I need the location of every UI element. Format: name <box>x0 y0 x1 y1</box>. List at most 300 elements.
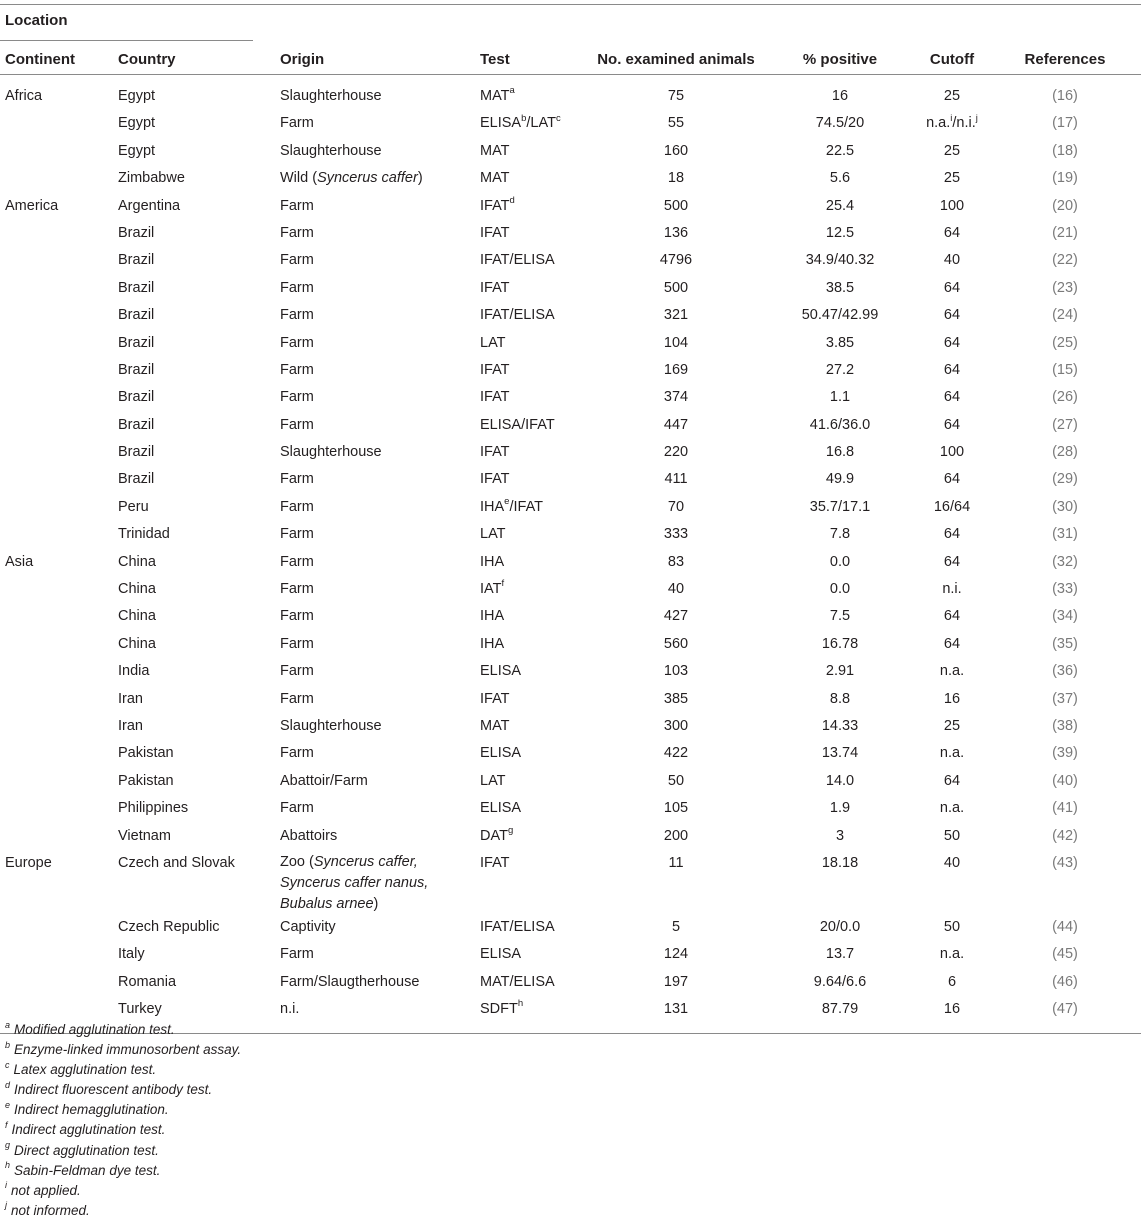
cell-test <box>475 604 587 631</box>
cell-cutoff <box>915 331 989 358</box>
table-row <box>0 248 1141 275</box>
cell-examined: 333 <box>663 526 689 543</box>
footnote-text: Indirect hemagglutination. <box>14 1102 169 1118</box>
cell-reference-link[interactable]: (36) <box>1052 663 1078 680</box>
test-name: MAT <box>480 142 510 159</box>
cell-positive: 16 <box>831 88 849 104</box>
cell-cutoff <box>915 194 989 221</box>
cell-cutoff <box>915 824 989 851</box>
cell-positive: 74.5/20 <box>815 115 865 132</box>
cell-cutoff <box>915 276 989 303</box>
cutoff-value: 64 <box>943 471 961 488</box>
test-name: IFAT <box>480 197 510 214</box>
cell-continent <box>0 331 113 358</box>
cell-continent <box>0 358 113 385</box>
cell-origin: Captivity <box>280 918 336 935</box>
cell-test <box>475 467 587 494</box>
cell-test <box>475 741 587 768</box>
cell-test <box>475 659 587 686</box>
cell-continent <box>0 495 113 522</box>
data-table <box>0 44 1141 1034</box>
cell-test <box>475 440 587 467</box>
cell-reference-link[interactable]: (35) <box>1052 635 1078 652</box>
cell-country: China <box>118 553 156 570</box>
table-row <box>0 824 1141 851</box>
test-footnote-mark: b <box>521 112 527 124</box>
cutoff-value: 25 <box>943 170 961 187</box>
cell-test <box>475 687 587 714</box>
table-row <box>0 659 1141 686</box>
origin-text: Wild ( <box>280 170 318 187</box>
cell-positive: 12.5 <box>825 224 855 241</box>
cell-reference-link[interactable]: (45) <box>1052 946 1078 963</box>
cell-test <box>475 714 587 741</box>
cutoff-value: 64 <box>943 553 961 570</box>
cell-examined: 55 <box>667 115 685 132</box>
cell-continent: Europe <box>5 854 52 871</box>
footnote-mark: e <box>5 1099 11 1110</box>
footnote <box>5 1080 241 1100</box>
cell-examined: 124 <box>663 946 689 963</box>
table-row <box>0 495 1141 522</box>
cell-origin: Farm <box>280 389 314 406</box>
cell-country: Brazil <box>118 389 155 406</box>
cell-origin: Farm <box>280 553 314 570</box>
cell-reference-link[interactable]: (47) <box>989 997 1141 1033</box>
table-row <box>0 604 1141 631</box>
cell-country: Czech and Slovak <box>118 854 235 871</box>
cell-test <box>475 970 587 997</box>
cell-positive: 20/0.0 <box>819 918 861 935</box>
cell-positive: 13.7 <box>825 946 855 963</box>
cell-country: Pakistan <box>118 772 174 789</box>
cell-continent <box>0 139 113 166</box>
cell-test <box>475 824 587 851</box>
cell-origin <box>275 166 475 193</box>
cutoff-value: 25 <box>943 88 961 104</box>
cutoff-value: 100 <box>939 197 965 214</box>
test-name: IHA <box>480 498 505 515</box>
cell-continent <box>0 577 113 604</box>
cell-cutoff <box>915 467 989 494</box>
cutoff-value: 64 <box>943 526 961 543</box>
cell-cutoff <box>915 495 989 522</box>
cell-reference-link[interactable]: (26) <box>1052 389 1078 406</box>
table-row <box>0 194 1141 221</box>
footnote-mark: h <box>5 1160 11 1171</box>
cell-positive: 2.91 <box>825 663 855 680</box>
cell-cutoff <box>915 166 989 193</box>
cell-origin: Farm <box>280 307 314 324</box>
cell-test <box>475 276 587 303</box>
cell-cutoff <box>915 75 989 112</box>
cell-reference-link[interactable]: (17) <box>1052 115 1078 132</box>
cell-continent: America <box>5 197 59 214</box>
cell-test <box>475 221 587 248</box>
footnote-mark: b <box>5 1039 11 1050</box>
footnote <box>5 1161 241 1181</box>
cell-positive: 50.47/42.99 <box>801 307 879 324</box>
cell-continent <box>0 604 113 631</box>
cutoff-value: 16/64 <box>933 498 971 515</box>
footnote <box>5 1020 241 1040</box>
cutoff-value: 16 <box>943 690 961 707</box>
cell-examined: 103 <box>663 663 689 680</box>
cell-origin <box>275 851 475 915</box>
table-row <box>0 75 1141 112</box>
cell-country: Brazil <box>118 224 155 241</box>
cell-continent <box>0 221 113 248</box>
cutoff-value: 64 <box>943 635 961 652</box>
cutoff-value: 25 <box>943 717 961 734</box>
cell-examined: 385 <box>663 690 689 707</box>
cell-cutoff <box>915 769 989 796</box>
cell-examined: 83 <box>667 553 685 570</box>
cell-test <box>475 796 587 823</box>
test-name: LAT <box>480 334 506 351</box>
cell-origin: Abattoirs <box>280 827 338 844</box>
cell-reference-link[interactable]: (29) <box>1052 471 1078 488</box>
test-name: IFAT/ELISA <box>480 252 555 269</box>
cell-cutoff <box>915 550 989 577</box>
cutoff-value: 6 <box>947 973 957 990</box>
cell-reference-link[interactable]: (42) <box>1052 827 1078 844</box>
cell-origin: Farm <box>280 635 314 652</box>
footnote-mark: c <box>5 1059 10 1070</box>
cell-positive: 1.9 <box>829 800 851 817</box>
cell-positive: 35.7/17.1 <box>809 498 871 515</box>
footnote <box>5 1100 241 1120</box>
cell-positive: 18.18 <box>821 854 859 871</box>
table-row <box>0 303 1141 330</box>
cell-country: Egypt <box>118 115 156 132</box>
cell-examined: 422 <box>663 745 689 762</box>
cell-examined: 50 <box>667 772 685 789</box>
table-row <box>0 577 1141 604</box>
footnote <box>5 1060 241 1080</box>
test-name: IFAT <box>480 854 510 871</box>
cutoff-value: 64 <box>943 361 961 378</box>
cell-reference-link[interactable]: (24) <box>1052 307 1078 324</box>
cell-reference-link[interactable]: (28) <box>1052 444 1078 461</box>
cutoff-value: n.a. <box>939 745 965 762</box>
table-row <box>0 851 1141 915</box>
table-row <box>0 467 1141 494</box>
origin-species: Syncerus caffer, Syncerus caffer nanus, Bubalus arnee <box>280 853 429 912</box>
cell-continent <box>0 796 113 823</box>
cell-reference-link[interactable]: (31) <box>1052 526 1078 543</box>
footnote-text: Direct agglutination test. <box>14 1142 159 1158</box>
footnote-mark: d <box>5 1079 11 1090</box>
cell-cutoff <box>915 741 989 768</box>
cell-cutoff <box>915 942 989 969</box>
cell-cutoff <box>915 577 989 604</box>
cutoff-value-2: /n.i. <box>952 115 976 132</box>
cell-reference-link[interactable]: (16) <box>1052 88 1078 104</box>
cell-test <box>475 550 587 577</box>
cell-reference-link[interactable]: (25) <box>1052 334 1078 351</box>
test-name: ELISA <box>480 663 522 680</box>
cell-examined: 411 <box>664 471 688 488</box>
cell-reference-link[interactable]: (46) <box>1052 973 1078 990</box>
cell-country: India <box>118 663 150 680</box>
table-row <box>0 221 1141 248</box>
cell-reference-link[interactable]: (20) <box>1052 197 1078 214</box>
cell-reference-link[interactable]: (32) <box>1052 553 1078 570</box>
table-row <box>0 687 1141 714</box>
cell-test <box>475 139 587 166</box>
cell-positive: 8.8 <box>829 690 851 707</box>
cell-country: Argentina <box>118 197 181 214</box>
cutoff-value: 64 <box>943 307 961 324</box>
cutoff-value: 64 <box>943 608 961 625</box>
cell-test <box>475 303 587 330</box>
cell-reference-link[interactable]: (38) <box>1052 717 1078 734</box>
cell-test <box>475 851 587 915</box>
cell-continent <box>0 413 113 440</box>
cell-examined: 197 <box>663 973 689 990</box>
footnote-mark: a <box>5 1019 11 1030</box>
table-row <box>0 550 1141 577</box>
cell-examined: 447 <box>663 416 689 433</box>
cell-origin: Slaughterhouse <box>280 444 382 461</box>
table-row <box>0 276 1141 303</box>
cutoff-value: 40 <box>943 252 961 269</box>
cell-continent <box>0 632 113 659</box>
cell-reference-link[interactable]: (34) <box>1052 608 1078 625</box>
cell-country: Brazil <box>118 334 155 351</box>
footnote-mark: i <box>5 1180 7 1191</box>
cell-continent: Africa <box>5 88 43 104</box>
test-name: ELISA <box>480 745 522 762</box>
cell-cutoff <box>915 851 989 915</box>
cell-origin: Farm <box>280 197 314 214</box>
cell-origin: Farm <box>280 663 314 680</box>
cell-cutoff <box>915 796 989 823</box>
cell-origin: Farm <box>280 279 314 296</box>
cutoff-footnote-mark-2: j <box>975 112 978 124</box>
table-row <box>0 769 1141 796</box>
origin-text: Zoo ( <box>280 853 314 870</box>
cell-continent <box>0 467 113 494</box>
cell-test <box>475 111 587 138</box>
cell-test <box>475 194 587 221</box>
cell-test <box>475 769 587 796</box>
cell-positive: 34.9/40.32 <box>805 252 875 269</box>
cell-test <box>475 385 587 412</box>
cell-country: Iran <box>118 717 143 734</box>
cell-cutoff <box>915 714 989 741</box>
cell-cutoff <box>915 385 989 412</box>
cutoff-value: 25 <box>943 142 961 159</box>
test-name: IFAT <box>480 690 510 707</box>
cell-examined: 169 <box>663 361 689 378</box>
cell-origin: Farm <box>280 608 314 625</box>
cell-cutoff <box>915 970 989 997</box>
cell-positive: 13.74 <box>821 745 859 762</box>
cell-examined: 5 <box>671 918 681 935</box>
cutoff-value: n.a. <box>939 663 965 680</box>
cell-origin: Farm <box>280 361 314 378</box>
cell-origin: Farm <box>280 416 314 433</box>
cell-cutoff <box>915 659 989 686</box>
cell-examined: 560 <box>663 635 689 652</box>
table-row <box>0 714 1141 741</box>
cell-cutoff <box>915 915 989 942</box>
cell-positive: 16.78 <box>821 635 859 652</box>
table-row <box>0 413 1141 440</box>
footnote <box>5 1120 241 1140</box>
test-name: IHA <box>480 635 505 652</box>
cell-origin: Slaughterhouse <box>280 142 382 159</box>
cell-origin: Farm <box>280 581 314 598</box>
test-name: IFAT <box>480 224 510 241</box>
cell-country: Philippines <box>118 800 189 817</box>
cell-test <box>475 522 587 549</box>
cell-country: Czech Republic <box>118 918 220 935</box>
table-body <box>0 75 1141 1034</box>
cutoff-value: 100 <box>939 444 965 461</box>
footnote <box>5 1040 241 1060</box>
col-country: Country <box>113 44 275 75</box>
footnote <box>5 1141 241 1161</box>
cell-reference-link[interactable]: (21) <box>1052 224 1078 241</box>
cell-reference-link[interactable]: (15) <box>1052 361 1078 378</box>
cell-origin: Farm <box>280 498 314 515</box>
cell-country: Iran <box>118 690 143 707</box>
cell-examined: 104 <box>663 334 689 351</box>
cell-country: Brazil <box>118 471 155 488</box>
cell-country: Brazil <box>118 444 155 461</box>
cell-positive: 41.6/36.0 <box>809 416 871 433</box>
cell-reference-link[interactable]: (39) <box>1052 745 1078 762</box>
cell-reference-link[interactable]: (27) <box>1052 416 1078 433</box>
cell-origin: Farm <box>280 946 314 963</box>
cell-continent <box>0 166 113 193</box>
cell-examined: 131 <box>587 997 765 1033</box>
cutoff-value: 40 <box>943 854 961 871</box>
table-row <box>0 970 1141 997</box>
cell-origin: n.i. <box>275 997 475 1033</box>
test-name: ELISA/IFAT <box>480 416 555 433</box>
cell-test <box>475 166 587 193</box>
cell-examined: 200 <box>663 827 689 844</box>
table-top-rule <box>0 4 1141 5</box>
cell-continent <box>0 276 113 303</box>
cutoff-value: 64 <box>943 772 961 789</box>
cell-continent <box>0 741 113 768</box>
cell-continent <box>0 824 113 851</box>
cell-test <box>475 331 587 358</box>
cell-country: Trinidad <box>118 526 170 543</box>
cutoff-value: 64 <box>943 416 961 433</box>
cell-reference-link[interactable]: (41) <box>1052 800 1078 817</box>
cell-continent <box>0 714 113 741</box>
table-row <box>0 358 1141 385</box>
cell-test <box>475 632 587 659</box>
test-name: MAT <box>480 717 510 734</box>
cell-country: Brazil <box>118 307 155 324</box>
cell-country: Brazil <box>118 361 155 378</box>
cell-continent <box>0 915 113 942</box>
cutoff-value: 64 <box>943 279 961 296</box>
location-underline <box>0 40 253 41</box>
cell-reference-link[interactable]: (37) <box>1052 690 1078 707</box>
cell-examined: 500 <box>663 197 689 214</box>
cell-cutoff <box>915 604 989 631</box>
cell-reference-link[interactable]: (43) <box>1052 854 1078 871</box>
test-name: IFAT <box>480 389 510 406</box>
col-examined: No. examined animals <box>587 44 765 75</box>
cell-positive: 14.0 <box>825 772 855 789</box>
table-row <box>0 741 1141 768</box>
col-origin: Origin <box>275 44 475 75</box>
cell-reference-link[interactable]: (44) <box>1052 918 1078 935</box>
cell-examined: 220 <box>663 444 689 461</box>
test-name: IHA <box>480 608 505 625</box>
cell-country: Egypt <box>118 142 156 159</box>
table-row <box>0 385 1141 412</box>
cell-continent <box>0 942 113 969</box>
cell-continent <box>0 769 113 796</box>
test-name: ELISA <box>480 115 522 132</box>
cell-positive: 49.9 <box>825 471 855 488</box>
table-row <box>0 139 1141 166</box>
cell-cutoff <box>915 303 989 330</box>
cell-reference-link[interactable]: (40) <box>1052 772 1078 789</box>
cell-cutoff <box>915 632 989 659</box>
cell-reference-link[interactable]: (30) <box>1052 498 1078 515</box>
footnote-text: Sabin-Feldman dye test. <box>14 1162 161 1178</box>
cell-reference-link[interactable]: (19) <box>1052 170 1078 187</box>
footnote-text: Latex agglutination test. <box>13 1062 157 1078</box>
cell-positive: 3 <box>835 827 845 844</box>
col-cutoff: Cutoff <box>915 44 989 75</box>
test-name: IAT <box>480 581 502 598</box>
table-row <box>0 440 1141 467</box>
cell-country: Italy <box>118 946 145 963</box>
cutoff-value: 50 <box>943 827 961 844</box>
cell-continent <box>0 248 113 275</box>
test-name: SDFT <box>480 1001 518 1018</box>
cell-reference-link[interactable]: (18) <box>1052 142 1078 159</box>
cell-continent <box>0 111 113 138</box>
cell-cutoff <box>915 358 989 385</box>
cell-cutoff <box>915 221 989 248</box>
cell-country: Vietnam <box>118 827 171 844</box>
cell-continent <box>0 659 113 686</box>
test-name-2: /LAT <box>526 115 556 132</box>
test-name: IHA <box>480 553 505 570</box>
test-name: MAT <box>480 88 510 104</box>
cell-positive: 27.2 <box>825 361 855 378</box>
cell-examined: 500 <box>663 279 689 296</box>
cell-test <box>475 248 587 275</box>
footnote-text: not informed. <box>11 1202 90 1218</box>
cell-country: Peru <box>118 498 149 515</box>
cell-origin: Farm <box>280 224 314 241</box>
cell-reference-link[interactable]: (22) <box>1052 252 1078 269</box>
test-name: MAT/ELISA <box>480 973 555 990</box>
cutoff-value: n.a. <box>939 946 965 963</box>
cell-continent: Asia <box>5 553 34 570</box>
cell-origin: Farm <box>280 745 314 762</box>
col-test: Test <box>475 44 587 75</box>
cell-reference-link[interactable]: (33) <box>1052 581 1078 598</box>
cell-country: China <box>118 608 156 625</box>
cell-reference-link[interactable]: (23) <box>1052 279 1078 296</box>
cell-country: Egypt <box>118 88 156 104</box>
